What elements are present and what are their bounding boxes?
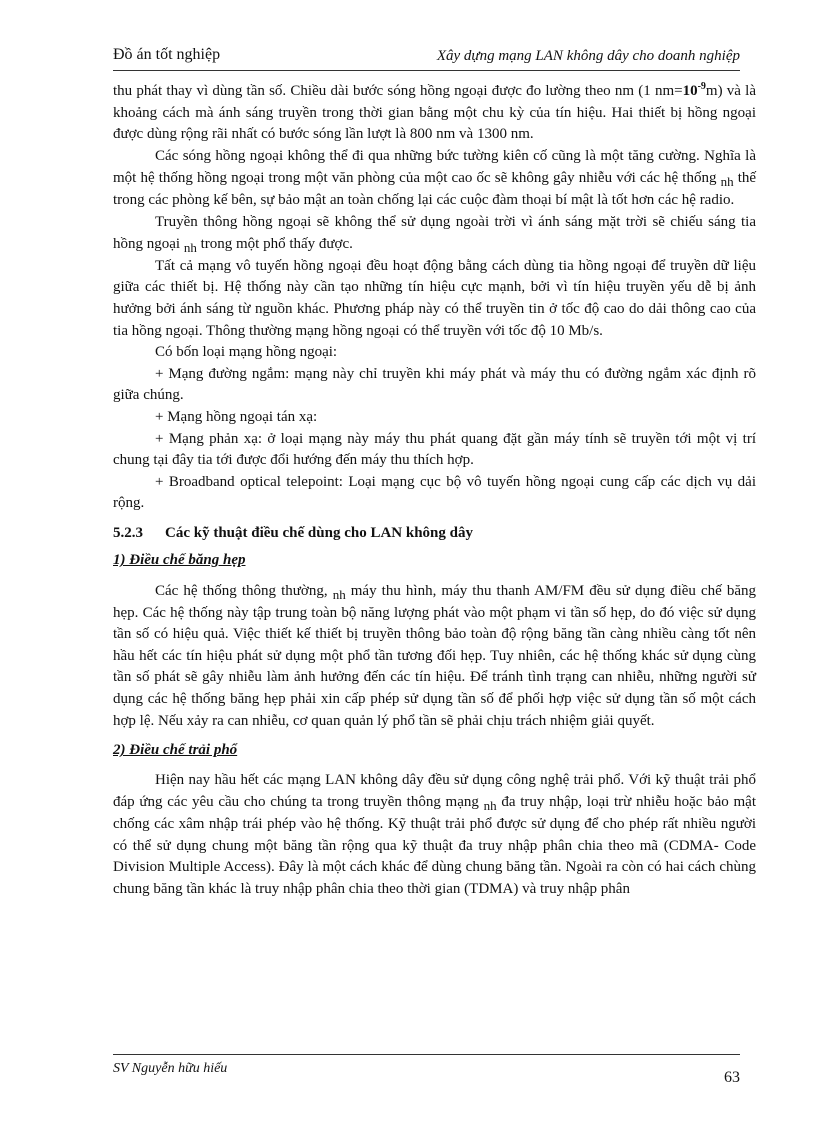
page-footer [113, 1054, 740, 1085]
list-item: + Mạng hồng ngoại tán xạ: [155, 408, 318, 425]
list-item: + Mạng đường ngắm: mạng này chỉ truyền khi máy phát và máy thu có đường ngắm xác định rõ giữa chúng. [113, 365, 756, 404]
header-document-title: Xây dựng mạng LAN không dây cho doanh nghiệp [436, 48, 740, 64]
power-base: 10 [682, 83, 698, 99]
paragraph: Tất cả mạng vô tuyến hồng ngoại đều hoạt động bằng cách dùng tia hồng ngoại để truyền dữ liệu giữa các thiết bị. Hệ thống này cần tạo những tín hiệu cực mạnh, bởi vì tín hiệu truyền yếu dễ bị ảnh hưởng bởi ánh sáng từ nguồn khác. Phương pháp này có thể truyền tin ở tốc độ cao do dải thông cao của tia hồng ngoại. Thông thường mạng hồng ngoại có thể truyền với tốc độ 10 Mb/s. [113, 257, 756, 339]
footer-author: SV Nguyễn hữu hiếu [113, 1061, 228, 1076]
page-body [113, 76, 756, 900]
list-item: + Mạng phản xạ: ở loại mạng này máy thu phát quang đặt gần máy tính sẽ truyền tới một vị trí chung tại đây tia tới được đổi hướng đến máy thu thích hợp. [113, 430, 756, 469]
paragraph: Hiện nay hầu hết các mạng LAN không dây đều sử dụng công nghệ trải phổ. Với kỹ thuật trải phổ đáp ứng các yêu cầu cho chúng ta trong truyền thông mạng nh đa truy nhập, loại trừ nhiễu hoặc bảo mật chống các xâm nhập trái phép vào hệ thống. Kỹ thuật trải phổ được sử dụng để cho phép rất nhiều người có thể sử dụng chung một băng tần rộng qua kỹ thuật đa truy nhập phân chia theo mã (CDMA- Code Division Multiple Access). Đây là một cách khác để dùng chung băng tần. Ngoài ra còn có hai cách chùng chung băng tần khác là truy nhập phân chia theo thời gian (TDMA) và truy nhập phân [113, 771, 757, 897]
subsection-heading: 1) Điều chế băng hẹp [113, 552, 246, 569]
power-exponent: -9 [697, 81, 706, 92]
paragraph: Có bốn loại mạng hồng ngoại: [155, 344, 338, 361]
page-number: 63 [724, 1069, 740, 1086]
section-title: Các kỹ thuật điều chế dùng cho LAN không dây [165, 524, 473, 541]
page-header [113, 38, 740, 71]
paragraph: Các sóng hồng ngoại không thể đi qua những bức tường kiên cố cũng là một tăng cường. Nghĩa là một hệ thống hồng ngoại trong một văn phòng của một cao ốc sẽ không gây nhiễu với các hệ thống nh thế trong các phòng kế bên, sự bảo mật an toàn chống lại các cuộc đàm thoại bí mật là tốt hơn các hệ radio. [113, 147, 757, 208]
paragraph: Các hệ thống thông thường, nh máy thu hình, máy thu thanh AM/FM đều sử dụng điều chế băng hẹp. Các hệ thống này tập trung toàn bộ năng lượng phát vào một phạm vi tần số hẹp, do đó việc sử dụng tần số có hiệu quả. Việc thiết kế thiết bị truyền thông bảo toàn độ rộng băng tần càng nhiều càng tốt nên hầu hết các tín hiệu phát sử dụng một phổ tần tương đối hẹp. Tuy nhiên, các hệ thống khác sử dụng cùng tần số phát sẽ gây nhiễu làm ảnh hưởng đến các tín hiệu. Để tránh tình trạng can nhiễu, những người sử dụng các hệ thống băng hẹp phải xin cấp phép sử dụng tần số để phối hợp việc sử dụng tần số một cách hợp lệ. Nếu xảy ra can nhiễu, cơ quan quản lý phổ tần sẽ phải chịu trách nhiệm giải quyết. [113, 583, 757, 729]
section-number: 5.2.3 [113, 524, 143, 541]
paragraph: thu phát thay vì dùng tần số. Chiều dài bước sóng hồng ngoại được đo lường theo nm (1 $nm=10^{-9}m$) và là khoảng cách mà ánh sáng truyền trong thời gian bằng một chu kỳ của tín hiệu. Hai thiết bị hồng ngoại được dùng rộng rãi nhất có bước sóng lần lượt là 800 nm và 1300 nm. [113, 81, 756, 143]
paragraph: Truyền thông hồng ngoại sẽ không thể sử dụng ngoài trời vì ánh sáng mặt trời sẽ chiếu sáng tia hồng ngoại nh trong một phổ thấy được. [113, 213, 756, 256]
subscript-note: nh [183, 240, 197, 256]
subsection-heading: 2) Điều chế trải phổ [113, 742, 238, 759]
header-document-type: Đồ án tốt nghiệp [113, 46, 221, 63]
subscript-note: nh [720, 174, 734, 190]
subscript-note: nh [483, 798, 497, 814]
subscript-note: nh [332, 587, 346, 603]
list-item: + Broadband optical telepoint: Loại mạng cục bộ vô tuyến hồng ngoại cung cấp các dịch vụ dải rộng. [113, 473, 756, 512]
section-heading [113, 523, 756, 545]
